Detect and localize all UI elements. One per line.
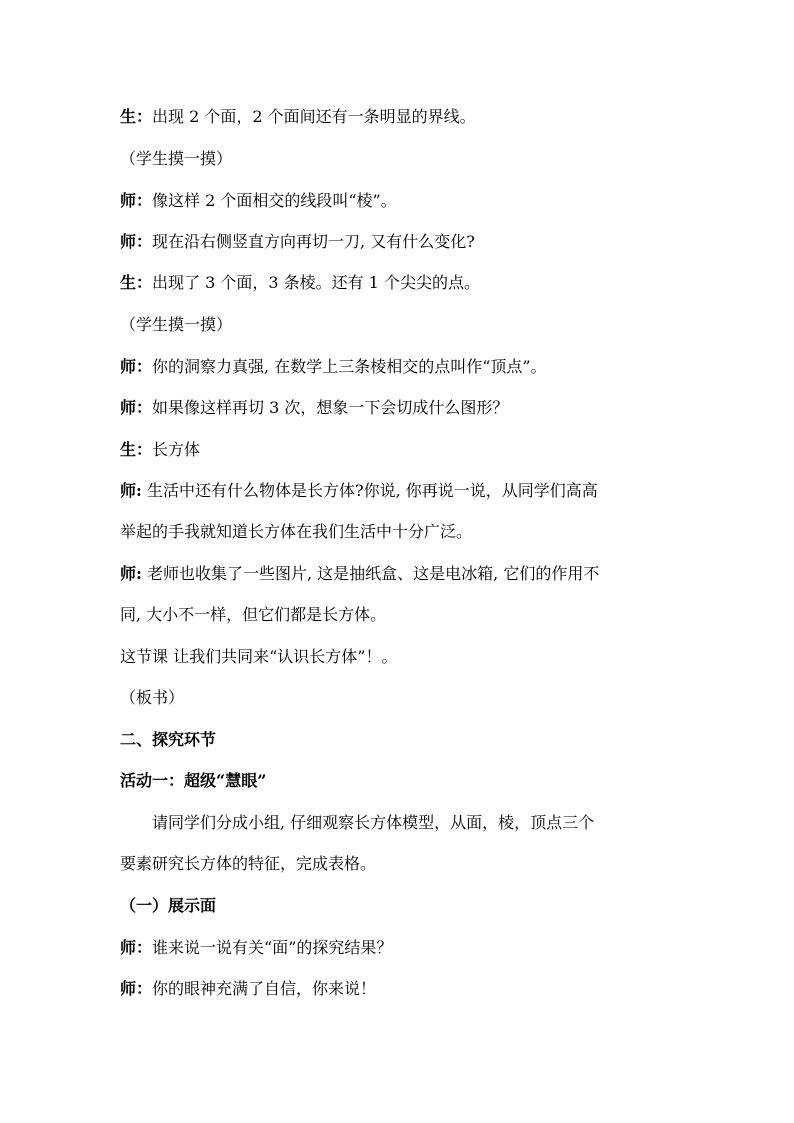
line-text: 现在沿右侧竖直方向再切一刀, 又有什么变化? xyxy=(152,232,475,251)
line-text: 出现了 3 个面，3 条棱。还有 1 个尖尖的点。 xyxy=(152,273,480,292)
line-text: 如果像这样再切 3 次，想象一下会切成什么图形？ xyxy=(152,398,509,417)
line-text: 你的洞察力真强, 在数学上三条棱相交的点叫作“顶点”。 xyxy=(152,357,547,376)
dialogue-line xyxy=(120,357,547,377)
speaker-label: 生： xyxy=(120,107,153,126)
line-text: 出现 2 个面，2 个面间还有一条明显的界线。 xyxy=(152,107,476,126)
dialogue-continuation xyxy=(120,605,386,625)
line-text: （板书） xyxy=(120,688,185,707)
dialogue-continuation xyxy=(120,522,472,542)
subsection-heading: （一）展示面 xyxy=(120,896,217,915)
speaker-label: 生： xyxy=(120,440,153,459)
dialogue-line xyxy=(120,232,475,252)
stage-direction xyxy=(120,149,232,169)
speaker-label: 师： xyxy=(120,398,153,417)
speaker-label: 师: xyxy=(120,564,142,583)
line-text: 这节课 让我们共同来“认识长方体”！。 xyxy=(120,647,398,666)
section-heading: 二、探究环节 xyxy=(120,730,217,749)
speaker-label: 师： xyxy=(120,979,153,998)
line-text: 举起的手我就知道长方体在我们生活中十分广泛。 xyxy=(120,522,473,541)
dialogue-line xyxy=(120,481,598,501)
line-text: 你的眼神充满了自信，你来说！ xyxy=(152,979,377,998)
dialogue-line xyxy=(120,273,480,293)
line-text: 长方体 xyxy=(152,440,201,459)
speaker-label: 师： xyxy=(120,938,153,957)
paragraph-line: 请同学们分成小组, 仔细观察长方体模型，从面，棱，顶点三个 xyxy=(152,813,595,832)
speaker-label: 师： xyxy=(120,357,153,376)
dialogue-line xyxy=(120,107,476,127)
narration-line xyxy=(120,647,397,667)
line-text: 谁来说一说有关“面”的探究结果？ xyxy=(152,938,393,957)
line-text: （学生摸一摸） xyxy=(120,149,233,168)
dialogue-line xyxy=(120,938,392,958)
speaker-label: 师： xyxy=(120,232,153,251)
dialogue-line xyxy=(120,398,508,418)
speaker-label: 师: xyxy=(120,481,142,500)
dialogue-line xyxy=(120,564,599,584)
stage-direction xyxy=(120,315,232,335)
dialogue-line xyxy=(120,191,397,211)
line-text: 像这样 2 个面相交的线段叫“棱”。 xyxy=(152,191,397,210)
speaker-label: 生： xyxy=(120,273,153,292)
stage-direction xyxy=(120,688,184,708)
paragraph-line: 要素研究长方体的特征，完成表格。 xyxy=(120,854,377,873)
activity-heading: 活动一：超级“慧眼” xyxy=(120,771,267,790)
speaker-label: 师： xyxy=(120,191,153,210)
line-text: 老师也收集了一些图片, 这是抽纸盒、这是电冰箱, 它们的作用不 xyxy=(141,564,600,583)
line-text: （学生摸一摸） xyxy=(120,315,233,334)
line-text: 同, 大小不一样，但它们都是长方体。 xyxy=(120,605,387,624)
dialogue-line xyxy=(120,979,376,999)
line-text: 生活中还有什么物体是长方体?你说, 你再说一说，从同学们高高 xyxy=(141,481,598,500)
dialogue-line xyxy=(120,440,200,460)
